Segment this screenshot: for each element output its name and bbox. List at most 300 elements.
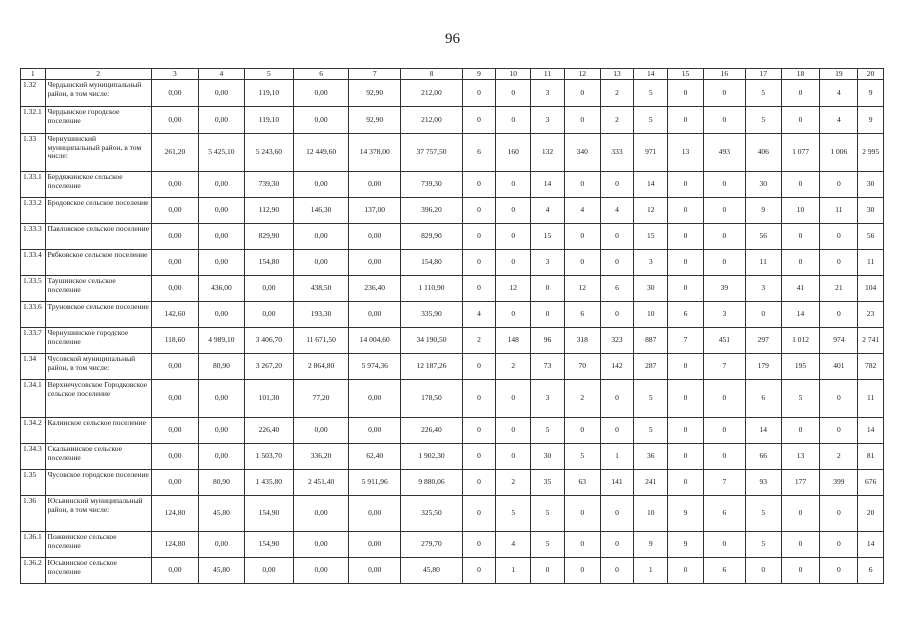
row-name: Бердяжинское сельское поселение	[45, 172, 151, 198]
value-cell: 0	[496, 172, 531, 198]
table-row	[21, 354, 884, 380]
value-cell: 0	[462, 198, 496, 224]
value-cell: 0	[703, 380, 745, 418]
value-cell: 154,80	[244, 250, 293, 276]
page-number: 96	[445, 31, 460, 47]
value-cell: 739,30	[244, 172, 293, 198]
value-cell: 2 864,80	[293, 354, 348, 380]
table-row	[21, 198, 884, 224]
value-cell: 10	[634, 302, 668, 328]
value-cell: 6	[462, 134, 496, 172]
value-cell: 193,30	[293, 302, 348, 328]
table-row	[21, 224, 884, 250]
value-cell: 438,50	[293, 276, 348, 302]
value-cell: 14	[858, 418, 884, 444]
value-cell: 0	[600, 250, 634, 276]
value-cell: 0,00	[293, 172, 348, 198]
value-cell: 92,90	[349, 107, 401, 134]
value-cell: 2	[564, 380, 600, 418]
value-cell: 0,00	[293, 418, 348, 444]
value-cell: 142	[600, 354, 634, 380]
value-cell: 12	[564, 276, 600, 302]
value-cell: 0,00	[349, 250, 401, 276]
value-cell: 9	[858, 107, 884, 134]
value-cell: 2 741	[858, 328, 884, 354]
value-cell: 2	[600, 80, 634, 107]
value-cell: 336,20	[293, 444, 348, 470]
row-name: Чусовское городское поселение	[45, 470, 151, 496]
value-cell: 4	[462, 302, 496, 328]
value-cell: 11	[820, 198, 858, 224]
value-cell: 37 757,50	[401, 134, 462, 172]
row-code: 1.32	[21, 80, 46, 107]
value-cell: 0,00	[151, 250, 198, 276]
value-cell: 1	[496, 558, 531, 584]
value-cell: 112,90	[244, 198, 293, 224]
table-row	[21, 134, 884, 172]
value-cell: 0	[668, 444, 704, 470]
header-cell: 4	[198, 69, 244, 80]
value-cell: 179	[745, 354, 781, 380]
value-cell: 0	[703, 250, 745, 276]
row-code: 1.33.4	[21, 250, 46, 276]
header-cell: 5	[244, 69, 293, 80]
value-cell: 45,80	[198, 496, 244, 532]
value-cell: 0,00	[244, 558, 293, 584]
header-cell: 15	[668, 69, 704, 80]
value-cell: 0	[668, 276, 704, 302]
table-row	[21, 328, 884, 354]
value-cell: 4	[496, 532, 531, 558]
header-cell: 1	[21, 69, 46, 80]
value-cell: 5	[531, 532, 565, 558]
value-cell: 0,00	[198, 380, 244, 418]
value-cell: 11	[858, 380, 884, 418]
value-cell: 0	[600, 418, 634, 444]
header-cell: 3	[151, 69, 198, 80]
row-code: 1.34.3	[21, 444, 46, 470]
value-cell: 493	[703, 134, 745, 172]
value-cell: 6	[668, 302, 704, 328]
value-cell: 887	[634, 328, 668, 354]
value-cell: 9 880,06	[401, 470, 462, 496]
value-cell: 0	[703, 172, 745, 198]
value-cell: 77,20	[293, 380, 348, 418]
value-cell: 10	[634, 496, 668, 532]
row-name: Калинское сельское поселение	[45, 418, 151, 444]
value-cell: 0,00	[293, 80, 348, 107]
value-cell: 62,40	[349, 444, 401, 470]
value-cell: 396,20	[401, 198, 462, 224]
value-cell: 261,20	[151, 134, 198, 172]
value-cell: 119,10	[244, 80, 293, 107]
value-cell: 0,00	[151, 80, 198, 107]
value-cell: 0	[531, 302, 565, 328]
value-cell: 178,50	[401, 380, 462, 418]
value-cell: 0	[496, 418, 531, 444]
value-cell: 2	[496, 354, 531, 380]
value-cell: 3	[745, 276, 781, 302]
value-cell: 0	[496, 302, 531, 328]
value-cell: 0,00	[293, 496, 348, 532]
value-cell: 0	[564, 418, 600, 444]
value-cell: 0	[531, 276, 565, 302]
value-cell: 451	[703, 328, 745, 354]
value-cell: 39	[703, 276, 745, 302]
value-cell: 34 190,50	[401, 328, 462, 354]
value-cell: 325,50	[401, 496, 462, 532]
row-code: 1.33.5	[21, 276, 46, 302]
value-cell: 0	[668, 380, 704, 418]
value-cell: 6	[858, 558, 884, 584]
row-code: 1.34.2	[21, 418, 46, 444]
table-row	[21, 276, 884, 302]
value-cell: 11	[745, 250, 781, 276]
value-cell: 5	[745, 80, 781, 107]
value-cell: 30	[745, 172, 781, 198]
value-cell: 401	[820, 354, 858, 380]
value-cell: 0	[781, 107, 820, 134]
header-cell: 16	[703, 69, 745, 80]
row-code: 1.33.1	[21, 172, 46, 198]
value-cell: 14	[745, 418, 781, 444]
row-name: Скальнинское сельское поселение	[45, 444, 151, 470]
value-cell: 0,00	[349, 532, 401, 558]
value-cell: 4 989,10	[198, 328, 244, 354]
value-cell: 0	[462, 107, 496, 134]
value-cell: 2	[600, 107, 634, 134]
value-cell: 0	[462, 172, 496, 198]
value-cell: 287	[634, 354, 668, 380]
value-cell: 0,00	[349, 496, 401, 532]
value-cell: 2	[820, 444, 858, 470]
value-cell: 0	[668, 250, 704, 276]
header-cell: 9	[462, 69, 496, 80]
value-cell: 0	[820, 532, 858, 558]
value-cell: 1 006	[820, 134, 858, 172]
value-cell: 0	[462, 354, 496, 380]
value-cell: 5 243,60	[244, 134, 293, 172]
value-cell: 81	[858, 444, 884, 470]
value-cell: 92,90	[349, 80, 401, 107]
value-cell: 0,00	[198, 418, 244, 444]
value-cell: 93	[745, 470, 781, 496]
value-cell: 70	[564, 354, 600, 380]
table-row	[21, 107, 884, 134]
value-cell: 0	[668, 172, 704, 198]
value-cell: 0	[668, 224, 704, 250]
value-cell: 0	[462, 250, 496, 276]
value-cell: 5	[634, 380, 668, 418]
value-cell: 177	[781, 470, 820, 496]
value-cell: 0	[496, 444, 531, 470]
value-cell: 14	[531, 172, 565, 198]
value-cell: 14	[781, 302, 820, 328]
value-cell: 0	[820, 558, 858, 584]
header-cell: 11	[531, 69, 565, 80]
value-cell: 0,00	[293, 224, 348, 250]
row-name: Чернушинский муниципальный район, в том числе:	[45, 134, 151, 172]
value-cell: 3 406,70	[244, 328, 293, 354]
header-row	[21, 69, 884, 80]
value-cell: 1 435,80	[244, 470, 293, 496]
value-cell: 11	[858, 250, 884, 276]
value-cell: 1 110,90	[401, 276, 462, 302]
value-cell: 12 187,26	[401, 354, 462, 380]
table-row	[21, 558, 884, 584]
row-code: 1.35	[21, 470, 46, 496]
value-cell: 14	[634, 172, 668, 198]
value-cell: 124,80	[151, 532, 198, 558]
value-cell: 104	[858, 276, 884, 302]
value-cell: 0,00	[198, 224, 244, 250]
header-cell: 7	[349, 69, 401, 80]
header-cell: 14	[634, 69, 668, 80]
value-cell: 96	[531, 328, 565, 354]
value-cell: 0	[600, 532, 634, 558]
header-cell: 8	[401, 69, 462, 80]
value-cell: 9	[858, 80, 884, 107]
row-name: Труновское сельское поселение	[45, 302, 151, 328]
value-cell: 4	[820, 107, 858, 134]
value-cell: 5	[745, 107, 781, 134]
data-table	[20, 68, 884, 584]
value-cell: 739,30	[401, 172, 462, 198]
value-cell: 0	[820, 302, 858, 328]
value-cell: 0	[781, 418, 820, 444]
value-cell: 30	[858, 198, 884, 224]
value-cell: 80,90	[198, 470, 244, 496]
row-code: 1.36.1	[21, 532, 46, 558]
value-cell: 0,00	[349, 558, 401, 584]
value-cell: 0	[820, 496, 858, 532]
value-cell: 0	[600, 172, 634, 198]
value-cell: 829,90	[401, 224, 462, 250]
value-cell: 154,90	[244, 496, 293, 532]
value-cell: 9	[668, 496, 704, 532]
value-cell: 6	[703, 496, 745, 532]
value-cell: 13	[781, 444, 820, 470]
value-cell: 676	[858, 470, 884, 496]
value-cell: 30	[531, 444, 565, 470]
value-cell: 5	[745, 496, 781, 532]
value-cell: 30	[858, 172, 884, 198]
header-cell: 17	[745, 69, 781, 80]
row-name: Чердынское городское поселение	[45, 107, 151, 134]
value-cell: 0,00	[349, 224, 401, 250]
value-cell: 0	[668, 354, 704, 380]
value-cell: 4	[531, 198, 565, 224]
value-cell: 0	[462, 380, 496, 418]
value-cell: 6	[564, 302, 600, 328]
value-cell: 0	[496, 80, 531, 107]
value-cell: 30	[634, 276, 668, 302]
value-cell: 0	[703, 444, 745, 470]
value-cell: 0	[462, 80, 496, 107]
value-cell: 124,80	[151, 496, 198, 532]
value-cell: 5	[634, 418, 668, 444]
value-cell: 195	[781, 354, 820, 380]
value-cell: 45,80	[198, 558, 244, 584]
value-cell: 2 451,40	[293, 470, 348, 496]
value-cell: 14	[858, 532, 884, 558]
value-cell: 141	[600, 470, 634, 496]
value-cell: 0	[668, 80, 704, 107]
table-row	[21, 172, 884, 198]
data-table-container	[20, 68, 884, 584]
value-cell: 0	[745, 558, 781, 584]
value-cell: 0	[600, 496, 634, 532]
value-cell: 0	[462, 418, 496, 444]
value-cell: 212,00	[401, 107, 462, 134]
value-cell: 5	[496, 496, 531, 532]
value-cell: 5	[745, 532, 781, 558]
value-cell: 0	[668, 198, 704, 224]
row-name: Бродовское сельское поселение	[45, 198, 151, 224]
value-cell: 0	[462, 276, 496, 302]
value-cell: 5	[634, 107, 668, 134]
value-cell: 0	[820, 224, 858, 250]
value-cell: 340	[564, 134, 600, 172]
value-cell: 0	[564, 532, 600, 558]
value-cell: 0,00	[198, 302, 244, 328]
value-cell: 36	[634, 444, 668, 470]
header-cell: 2	[45, 69, 151, 80]
value-cell: 3	[531, 250, 565, 276]
row-code: 1.36	[21, 496, 46, 532]
value-cell: 0	[820, 418, 858, 444]
value-cell: 0	[462, 470, 496, 496]
value-cell: 297	[745, 328, 781, 354]
value-cell: 45,80	[401, 558, 462, 584]
row-code: 1.33.6	[21, 302, 46, 328]
value-cell: 56	[745, 224, 781, 250]
value-cell: 1 012	[781, 328, 820, 354]
value-cell: 0	[781, 224, 820, 250]
header-cell: 6	[293, 69, 348, 80]
value-cell: 782	[858, 354, 884, 380]
value-cell: 4	[600, 198, 634, 224]
table-row	[21, 444, 884, 470]
value-cell: 7	[668, 328, 704, 354]
header-cell: 19	[820, 69, 858, 80]
value-cell: 0	[820, 250, 858, 276]
value-cell: 0,00	[349, 418, 401, 444]
value-cell: 3	[531, 380, 565, 418]
value-cell: 0	[564, 558, 600, 584]
value-cell: 12	[496, 276, 531, 302]
value-cell: 66	[745, 444, 781, 470]
value-cell: 20	[858, 496, 884, 532]
value-cell: 5	[564, 444, 600, 470]
value-cell: 12 449,60	[293, 134, 348, 172]
table-row	[21, 418, 884, 444]
value-cell: 119,10	[244, 107, 293, 134]
value-cell: 0	[462, 224, 496, 250]
value-cell: 0	[600, 224, 634, 250]
value-cell: 5	[634, 80, 668, 107]
value-cell: 0,00	[151, 107, 198, 134]
value-cell: 142,60	[151, 302, 198, 328]
value-cell: 829,90	[244, 224, 293, 250]
header-cell: 12	[564, 69, 600, 80]
value-cell: 4	[564, 198, 600, 224]
value-cell: 399	[820, 470, 858, 496]
header-cell: 13	[600, 69, 634, 80]
value-cell: 21	[820, 276, 858, 302]
value-cell: 236,40	[349, 276, 401, 302]
value-cell: 0,00	[293, 107, 348, 134]
value-cell: 0	[703, 107, 745, 134]
value-cell: 0	[462, 496, 496, 532]
header-cell: 18	[781, 69, 820, 80]
row-code: 1.33.7	[21, 328, 46, 354]
value-cell: 0,00	[198, 80, 244, 107]
value-cell: 0,00	[244, 276, 293, 302]
value-cell: 0	[564, 496, 600, 532]
value-cell: 0,00	[349, 172, 401, 198]
value-cell: 118,60	[151, 328, 198, 354]
value-cell: 5 911,96	[349, 470, 401, 496]
value-cell: 1 902,30	[401, 444, 462, 470]
value-cell: 971	[634, 134, 668, 172]
table-row	[21, 496, 884, 532]
value-cell: 6	[745, 380, 781, 418]
value-cell: 132	[531, 134, 565, 172]
value-cell: 15	[531, 224, 565, 250]
value-cell: 0,00	[198, 172, 244, 198]
value-cell: 3	[703, 302, 745, 328]
value-cell: 0	[668, 418, 704, 444]
value-cell: 0,00	[198, 444, 244, 470]
value-cell: 2	[462, 328, 496, 354]
value-cell: 154,90	[244, 532, 293, 558]
value-cell: 335,90	[401, 302, 462, 328]
value-cell: 974	[820, 328, 858, 354]
row-name: Юсьвинский муниципальный район, в том числе:	[45, 496, 151, 532]
value-cell: 3 267,20	[244, 354, 293, 380]
value-cell: 101,30	[244, 380, 293, 418]
table-row	[21, 532, 884, 558]
value-cell: 0	[496, 107, 531, 134]
value-cell: 0,00	[151, 380, 198, 418]
row-code: 1.32.1	[21, 107, 46, 134]
value-cell: 9	[634, 532, 668, 558]
value-cell: 0,00	[151, 198, 198, 224]
value-cell: 4	[820, 80, 858, 107]
table-row	[21, 80, 884, 107]
value-cell: 5 425,10	[198, 134, 244, 172]
value-cell: 9	[745, 198, 781, 224]
value-cell: 160	[496, 134, 531, 172]
value-cell: 0	[703, 532, 745, 558]
value-cell: 0	[703, 224, 745, 250]
row-name: Рябковское сельское поселение	[45, 250, 151, 276]
row-name: Чернушинское городское поселение	[45, 328, 151, 354]
value-cell: 1 077	[781, 134, 820, 172]
value-cell: 0,00	[151, 224, 198, 250]
value-cell: 0	[781, 532, 820, 558]
value-cell: 0,00	[198, 198, 244, 224]
value-cell: 0	[600, 302, 634, 328]
row-name: Таушинское сельское поселение	[45, 276, 151, 302]
value-cell: 0	[781, 558, 820, 584]
value-cell: 63	[564, 470, 600, 496]
table-row	[21, 470, 884, 496]
value-cell: 41	[781, 276, 820, 302]
value-cell: 15	[634, 224, 668, 250]
value-cell: 0,00	[151, 276, 198, 302]
